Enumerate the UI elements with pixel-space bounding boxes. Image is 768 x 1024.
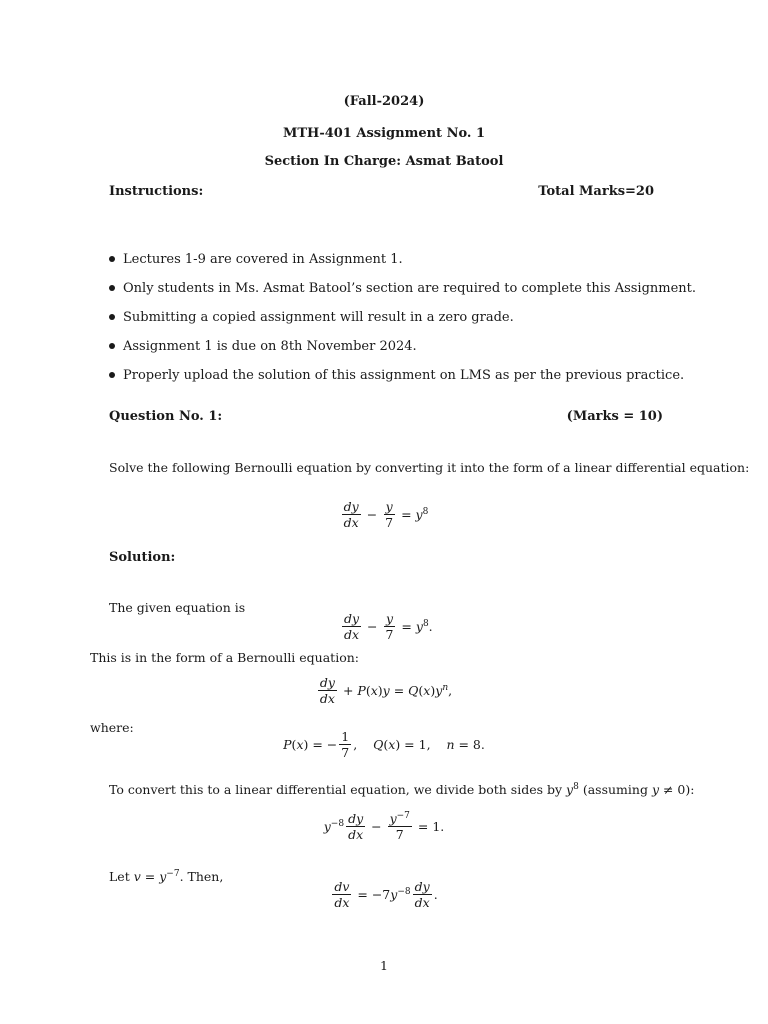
solution-label: Solution: [109,550,176,565]
total-marks: Total Marks=20 [538,184,654,199]
instructions-label: Instructions: [109,184,204,199]
bernoulli-form-text: This is in the form of a Bernoulli equation: [90,650,359,665]
divided-equation: $y^{-8}$ $\frac{dy}{dx}$ − $\frac{y^{-7}}{7}$ = 1. [323,810,445,843]
instruction-item: Lectures 1-9 are covered in Assignment 1. [109,252,403,267]
bullet-icon [109,343,115,349]
convert-text: To convert this to a linear differential equation, we divide both sides by $y^8$ (assuming y ≠ 0): [109,781,695,797]
bullet-icon [109,372,115,378]
section-in-charge: Section In Charge: Asmat Batool [264,154,504,169]
substitution-text: Let $v = y^{-7}$. Then, [109,868,224,884]
coefficients-equation: P(x) = − $\frac{1}{7}$ , Q(x) = 1, n = 8. [283,729,485,761]
instruction-item: Only students in Ms. Asmat Batool’s section are required to complete this Assignment. [109,281,696,296]
question-text: Solve the following Bernoulli equation by converting it into the form of a linear differential equation: [109,460,750,475]
question-label: Question No. 1: [109,409,223,424]
given-text: The given equation is [109,600,246,615]
assignment-title: MTH-401 Assignment No. 1 [282,126,486,141]
bernoulli-general-equation: $\frac{dy}{dx}$ + P(x)y = $Q(x)y^n$, [319,675,453,707]
question-marks: (Marks = 10) [566,409,663,424]
given-equation: $\frac{dy}{dx}$ − $\frac{y}{7}$ = $y^8$. [344,611,433,643]
term-heading: (Fall-2024) [343,94,425,109]
page-number: 1 [380,958,388,973]
bullet-icon [109,256,115,262]
derivative-equation: $\frac{dv}{dx}$ = −7 $y^{-8}$ $\frac{dy}{dx}$ . [334,879,438,911]
instruction-item: Assignment 1 is due on 8th November 2024. [109,339,417,354]
bullet-icon [109,314,115,320]
where-text: where: [90,720,134,735]
instruction-item: Submitting a copied assignment will result in a zero grade. [109,310,514,325]
bullet-icon [109,285,115,291]
instruction-item: Properly upload the solution of this assignment on LMS as per the previous practice. [109,368,684,383]
question-equation: $\frac{dy}{dx}$ − $\frac{y}{7}$ = $y^8$ [343,499,429,531]
